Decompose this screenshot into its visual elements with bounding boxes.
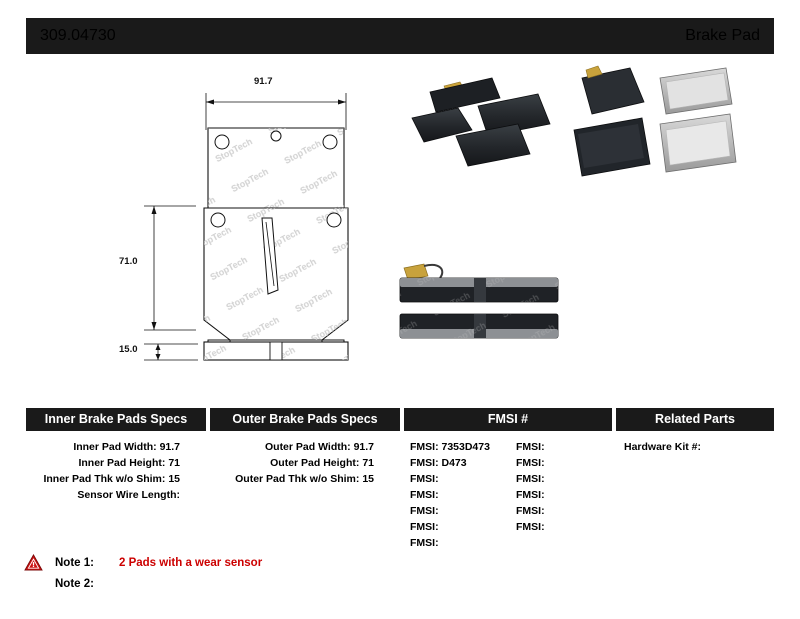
outer-pad-width-value: 91.7 [353, 441, 374, 453]
fmsi-row: FMSI: 7353D473 [410, 441, 490, 453]
header-bar [26, 18, 774, 54]
pad-edge-views [400, 264, 558, 338]
spec-row [210, 439, 404, 455]
inner-pad-height-value: 71 [168, 457, 180, 469]
fmsi-row: FMSI: [516, 457, 545, 469]
pad-line-drawings [26, 58, 774, 398]
fmsi-row: FMSI: [410, 521, 439, 533]
fmsi-row: FMSI: [410, 489, 439, 501]
outer-pad-specs-column [210, 408, 404, 551]
sensor-wire-length-label: Sensor Wire Length: [77, 489, 180, 501]
outer-pad-specs-title: Outer Brake Pads Specs [210, 408, 400, 431]
spec-row [26, 487, 210, 503]
spec-row [26, 439, 210, 455]
fmsi-row: FMSI: [410, 537, 439, 549]
note-1-label: Note 1: [55, 556, 94, 569]
outer-pad-height-label: Outer Pad Height: [270, 457, 360, 469]
note-1-value: 2 Pads with a wear sensor [119, 556, 263, 569]
fmsi-row: FMSI: [516, 441, 545, 453]
product-type: Brake Pad [685, 27, 760, 44]
spec-row [210, 471, 404, 487]
inner-pad-specs-title: Inner Brake Pads Specs [26, 408, 206, 431]
inner-pad-height-label: Inner Pad Height: [78, 457, 166, 469]
fmsi-row: FMSI: [410, 473, 439, 485]
part-number: 309.04730 [40, 27, 116, 44]
notes-section [55, 552, 555, 594]
fmsi-row: FMSI: [410, 505, 439, 517]
fmsi-row: FMSI: [516, 505, 545, 517]
outer-pad-width-label: Outer Pad Width: [264, 441, 351, 453]
inner-pad-thickness-label: Inner Pad Thk w/o Shim: [43, 473, 166, 485]
fmsi-left-list [404, 439, 510, 551]
fmsi-title: FMSI # [404, 408, 612, 431]
fmsi-row: FMSI: [516, 489, 545, 501]
note-1 [55, 552, 555, 573]
specs-table [26, 408, 774, 551]
fmsi-row: FMSI: D473 [410, 457, 467, 469]
dimension-thickness-label: 15.0 [119, 344, 138, 355]
fmsi-row: FMSI: [516, 473, 545, 485]
note-2 [55, 573, 555, 594]
fmsi-right-list [510, 439, 616, 551]
spec-row [210, 455, 404, 471]
fmsi-column [404, 408, 616, 551]
pad-photo-cluster [412, 66, 736, 176]
fmsi-row: FMSI: [516, 521, 545, 533]
warning-icon [24, 554, 43, 571]
related-parts-column [616, 408, 774, 551]
inner-pad-width-label: Inner Pad Width: [73, 441, 157, 453]
dimension-width-label: 91.7 [254, 76, 273, 87]
outer-pad-height-value: 71 [362, 457, 374, 469]
spec-row [26, 471, 210, 487]
inner-pad-width-value: 91.7 [159, 441, 180, 453]
technical-drawings [26, 58, 774, 398]
inner-pad-specs-column [26, 408, 210, 551]
related-parts-title: Related Parts [616, 408, 774, 431]
dimension-height-label: 71.0 [119, 256, 138, 267]
outer-pad-thickness-label: Outer Pad Thk w/o Shim: [235, 473, 360, 485]
outer-pad-thickness-value: 15 [362, 473, 374, 485]
inner-pad-thickness-value: 15 [168, 473, 180, 485]
note-2-label: Note 2: [55, 577, 94, 590]
spec-row [26, 455, 210, 471]
hardware-kit-row: Hardware Kit #: [624, 441, 702, 453]
